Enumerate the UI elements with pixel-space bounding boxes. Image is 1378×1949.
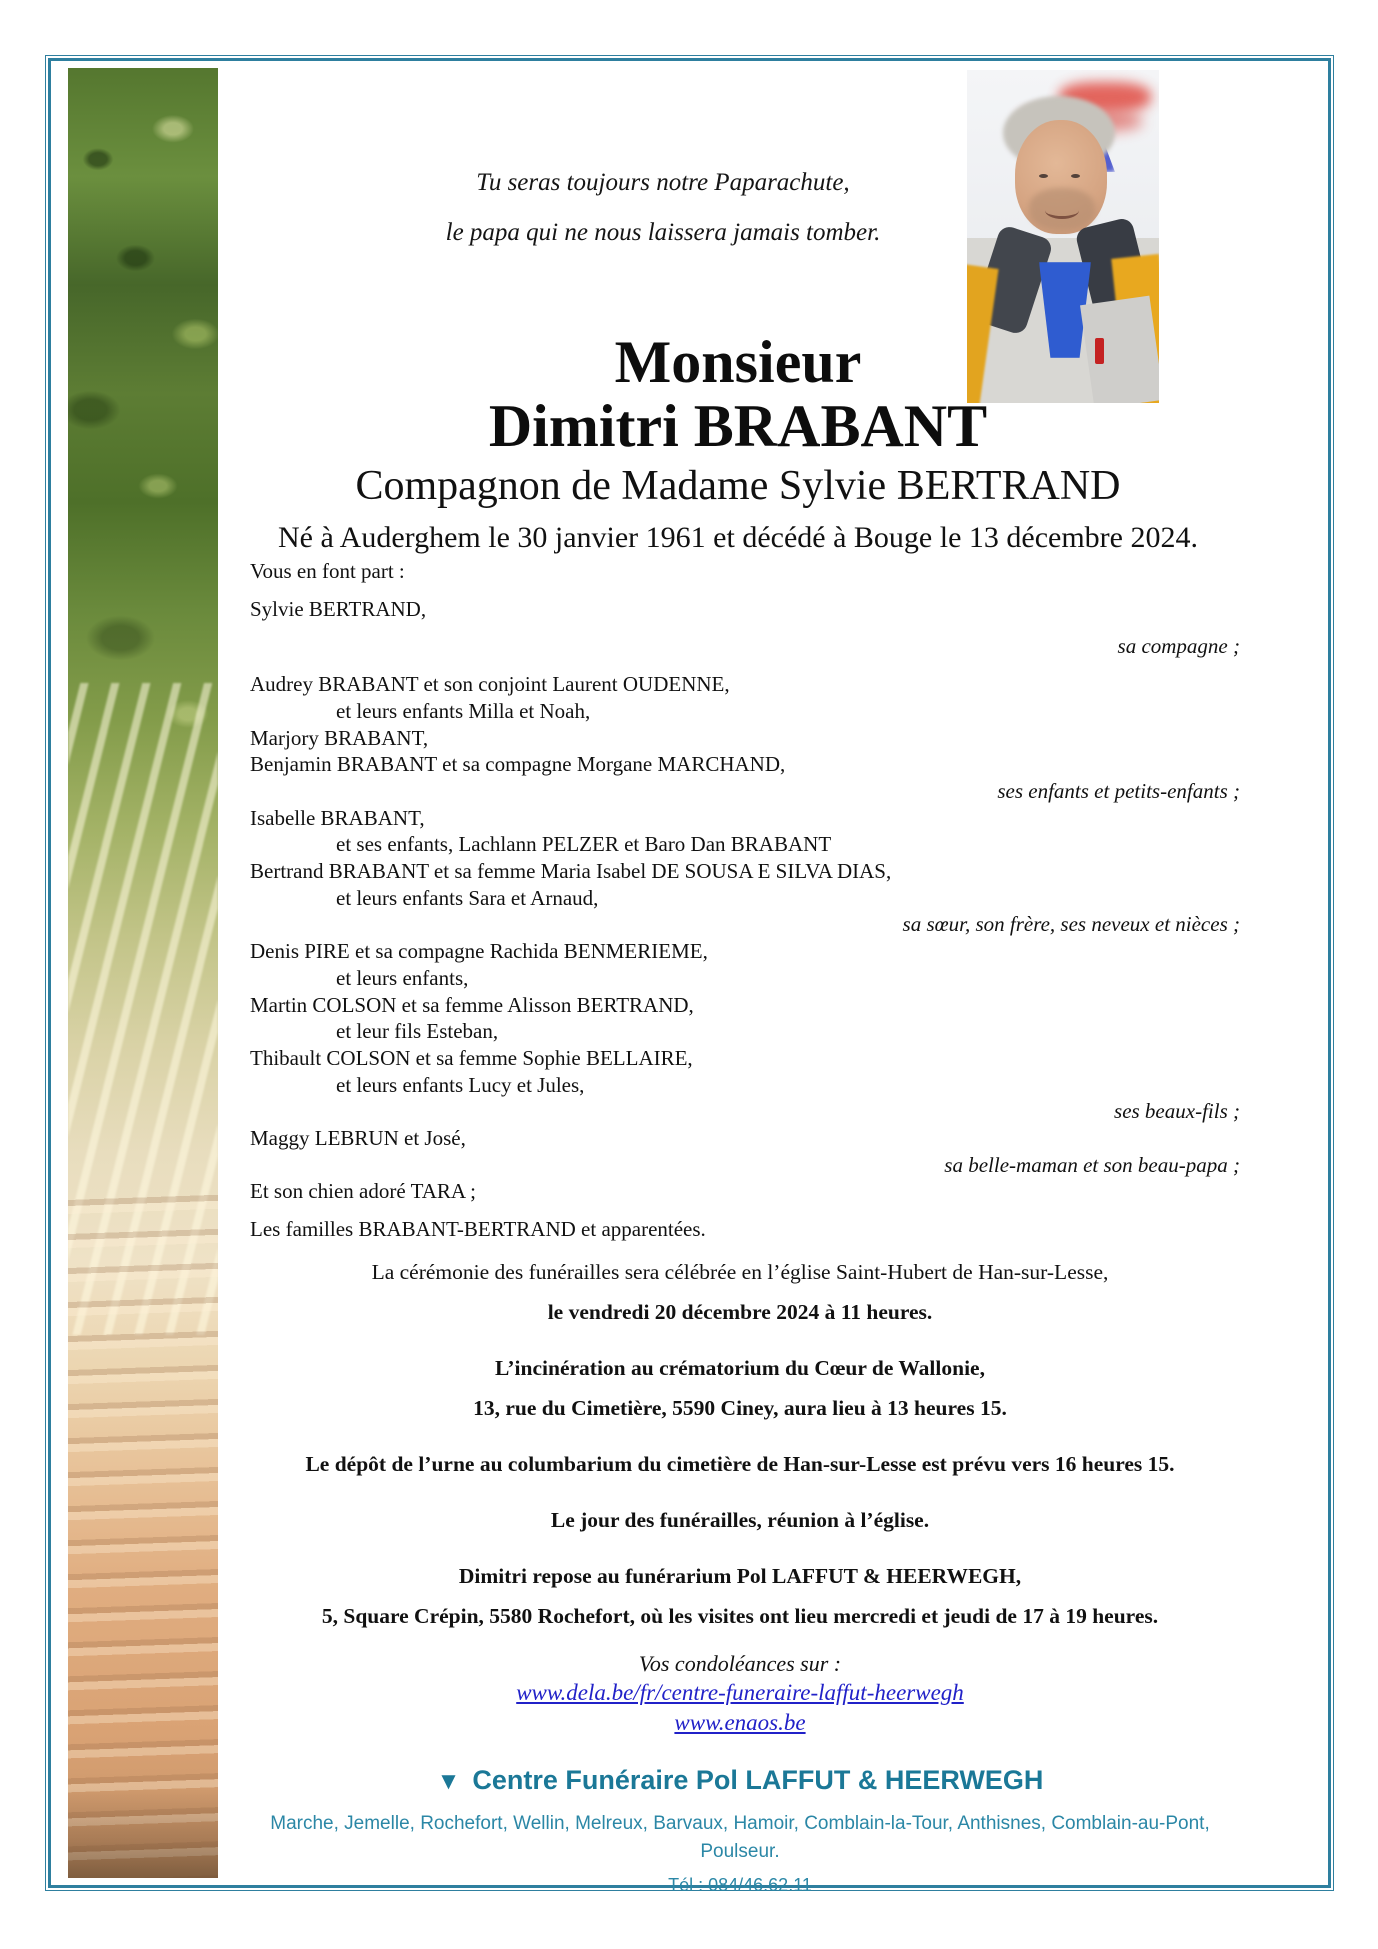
family-line: et leurs enfants Milla et Noah, (336, 698, 591, 723)
family-line: Benjamin BRABANT et sa compagne Morgane MARCHAND, (250, 752, 786, 777)
family-line: Sylvie BERTRAND, (250, 596, 427, 621)
relation-label: ses enfants et petits-enfants ; (997, 778, 1240, 803)
quote-line-1: Tu seras toujours notre Paparachute, (476, 169, 850, 196)
forest-path-image (68, 68, 218, 1878)
relation-label: sa belle-maman et son beau-papa ; (944, 1152, 1240, 1177)
family-line: Isabelle BRABANT, (250, 805, 425, 830)
family-line: Martin COLSON et sa femme Alisson BERTRAND, (250, 992, 694, 1017)
family-line: et leur fils Esteban, (336, 1019, 499, 1044)
ceremony-line: L’incinération au crématorium du Cœur de Wallonie, (495, 1356, 985, 1380)
family-line: Les familles BRABANT-BERTRAND et apparentées. (250, 1217, 706, 1242)
ceremony-line: le vendredi 20 décembre 2024 à 11 heures. (547, 1300, 933, 1324)
ceremony-line: 5, Square Crépin, 5580 Rochefort, où les visites ont lieu mercredi et jeudi de 17 à 19 heures. (321, 1604, 1159, 1628)
condolences-label: Vos condoléances sur : (638, 1651, 842, 1676)
lower-block (230, 1252, 1250, 1898)
family-line: et leurs enfants Sara et Arnaud, (336, 885, 599, 910)
header (218, 330, 1258, 560)
funeral-home-phone: Tél : 084/46.62.11 (668, 1875, 812, 1895)
ceremony-line: La cérémonie des funérailles sera célébrée en l’église Saint-Hubert de Han-sur-Lesse, (371, 1260, 1109, 1284)
funeral-home-locations: Marche, Jemelle, Rochefort, Wellin, Melreux, Barvaux, Hamoir, Comblain-la-Tour, Anthisnes, Comblain-au-Pont, Poulseur. (270, 1813, 1210, 1862)
funeral-home-brand (230, 1760, 1250, 1802)
path-texture (68, 1190, 218, 1878)
family-line: Et son chien adoré TARA ; (250, 1179, 476, 1204)
family-line: Bertrand BRABANT et sa femme Maria Isabel DE SOUSA E SILVA DIAS, (250, 859, 892, 884)
relation-label: ses beaux-fils ; (1114, 1099, 1240, 1124)
ceremony-line: Le dépôt de l’urne au columbarium du cimetière de Han-sur-Lesse est prévu vers 16 heures 15. (305, 1452, 1175, 1476)
ceremony-line: 13, rue du Cimetière, 5590 Ciney, aura lieu à 13 heures 15. (473, 1396, 1007, 1420)
triangle-down-icon: ▼ (436, 1768, 461, 1795)
relation-label: sa sœur, son frère, ses neveux et nièces ; (902, 912, 1240, 937)
deceased-name: Dimitri BRABANT (488, 393, 988, 459)
partner-line: Compagnon de Madame Sylvie BERTRAND (355, 463, 1121, 509)
condolences-link-enaos[interactable]: www.enaos.be (674, 1710, 806, 1735)
family-line: et leurs enfants Lucy et Jules, (336, 1072, 585, 1097)
memorial-quote (218, 158, 1108, 258)
family-line: Vous en font part : (250, 559, 405, 583)
birth-death-line: Né à Auderghem le 30 janvier 1961 et décédé à Bouge le 13 décembre 2024. (278, 521, 1198, 554)
condolences-link-dela[interactable]: www.dela.be/fr/centre-funeraire-laffut-heerwegh (516, 1680, 964, 1705)
family-line: Thibault COLSON et sa femme Sophie BELLAIRE, (250, 1045, 693, 1070)
family-line: Maggy LEBRUN et José, (250, 1126, 466, 1151)
family-line: et ses enfants, Lachlann PELZER et Baro Dan BRABANT (336, 832, 832, 857)
family-line: Audrey BRABANT et son conjoint Laurent OUDENNE, (250, 672, 730, 697)
family-line: et leurs enfants, (336, 965, 469, 990)
relation-label: sa compagne ; (1117, 634, 1240, 659)
path-shadow (68, 1788, 218, 1879)
ceremony-line: Le jour des funérailles, réunion à l’église. (550, 1508, 930, 1532)
ceremony-rows (230, 1252, 1250, 1636)
announcement-rows (250, 558, 1240, 1243)
quote-line-2: le papa qui ne nous laissera jamais tomber. (445, 219, 881, 246)
ceremony-line: Dimitri repose au funérarium Pol LAFFUT & HEERWEGH, (458, 1564, 1022, 1588)
title-monsieur: Monsieur (614, 329, 862, 395)
funeral-home-name: Centre Funéraire Pol LAFFUT & HEERWEGH (472, 1765, 1044, 1795)
family-line: Marjory BRABANT, (250, 725, 429, 750)
family-line: Denis PIRE et sa compagne Rachida BENMERIEME, (250, 939, 708, 964)
